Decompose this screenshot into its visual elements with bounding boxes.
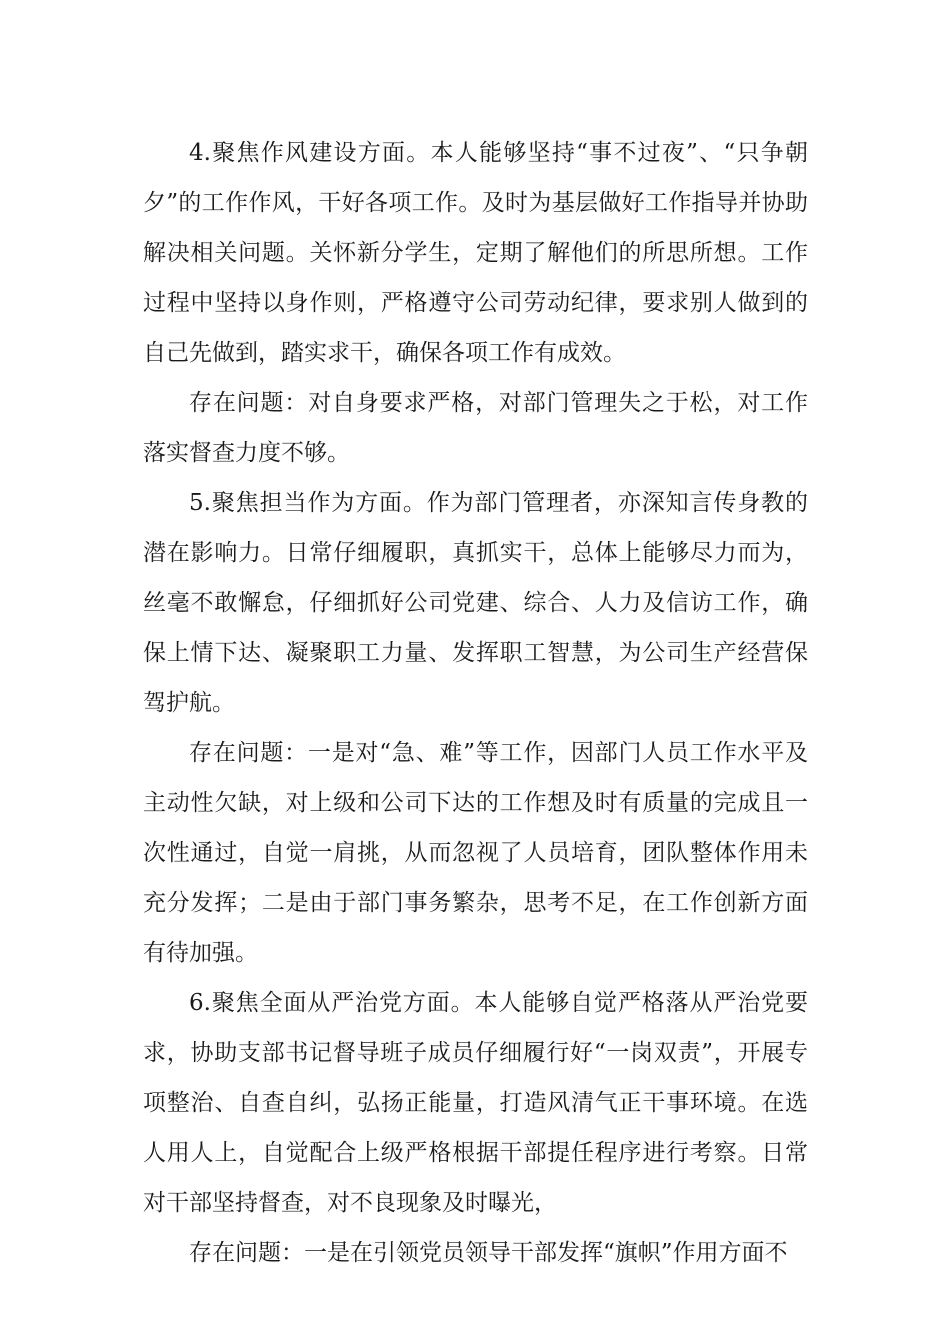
paragraph-issue-party-governance: 存在问题：一是在引领党员领导干部发挥“旗帜”作用方面不	[189, 1240, 788, 1266]
paragraph-issue-responsibility: 存在问题：一是对“急、难”等工作，因部门人员工作水平及主动性欠缺，对上级和公司下达的工作想及时有质量的完成且一次性通过，自觉一肩挑，从而忽视了人员培育，团队整体作用未充分发挥；二是由于部门事务繁杂，思考不足，在工作创新方面有待加强。	[143, 740, 808, 966]
document-body	[143, 128, 808, 1278]
paragraph-issue-style-building: 存在问题：对自身要求严格，对部门管理失之于松，对工作落实督查力度不够。	[143, 390, 808, 466]
paragraph-style-building: 4.聚焦作风建设方面。本人能够坚持“事不过夜”、“只争朝夕”的工作作风，干好各项工作。及时为基层做好工作指导并协助解决相关问题。关怀新分学生，定期了解他们的所思所想。工作过程中坚持以身作则，严格遵守公司劳动纪律，要求别人做到的自己先做到，踏实求干，确保各项工作有成效。	[143, 140, 808, 366]
paragraph-responsibility: 5.聚焦担当作为方面。作为部门管理者，亦深知言传身教的潜在影响力。日常仔细履职，真抓实干，总体上能够尽力而为，丝毫不敢懈怠，仔细抓好公司党建、综合、人力及信访工作，确保上情下达、凝聚职工力量、发挥职工智慧，为公司生产经营保驾护航。	[143, 490, 808, 716]
paragraph-party-governance: 6.聚焦全面从严治党方面。本人能够自觉严格落从严治党要求，协助支部书记督导班子成员仔细履行好“一岗双责”，开展专项整治、自查自纠，弘扬正能量，打造风清气正干事环境。在选人用人上，自觉配合上级严格根据干部提任程序进行考察。日常对干部坚持督查，对不良现象及时曝光，	[143, 990, 808, 1216]
